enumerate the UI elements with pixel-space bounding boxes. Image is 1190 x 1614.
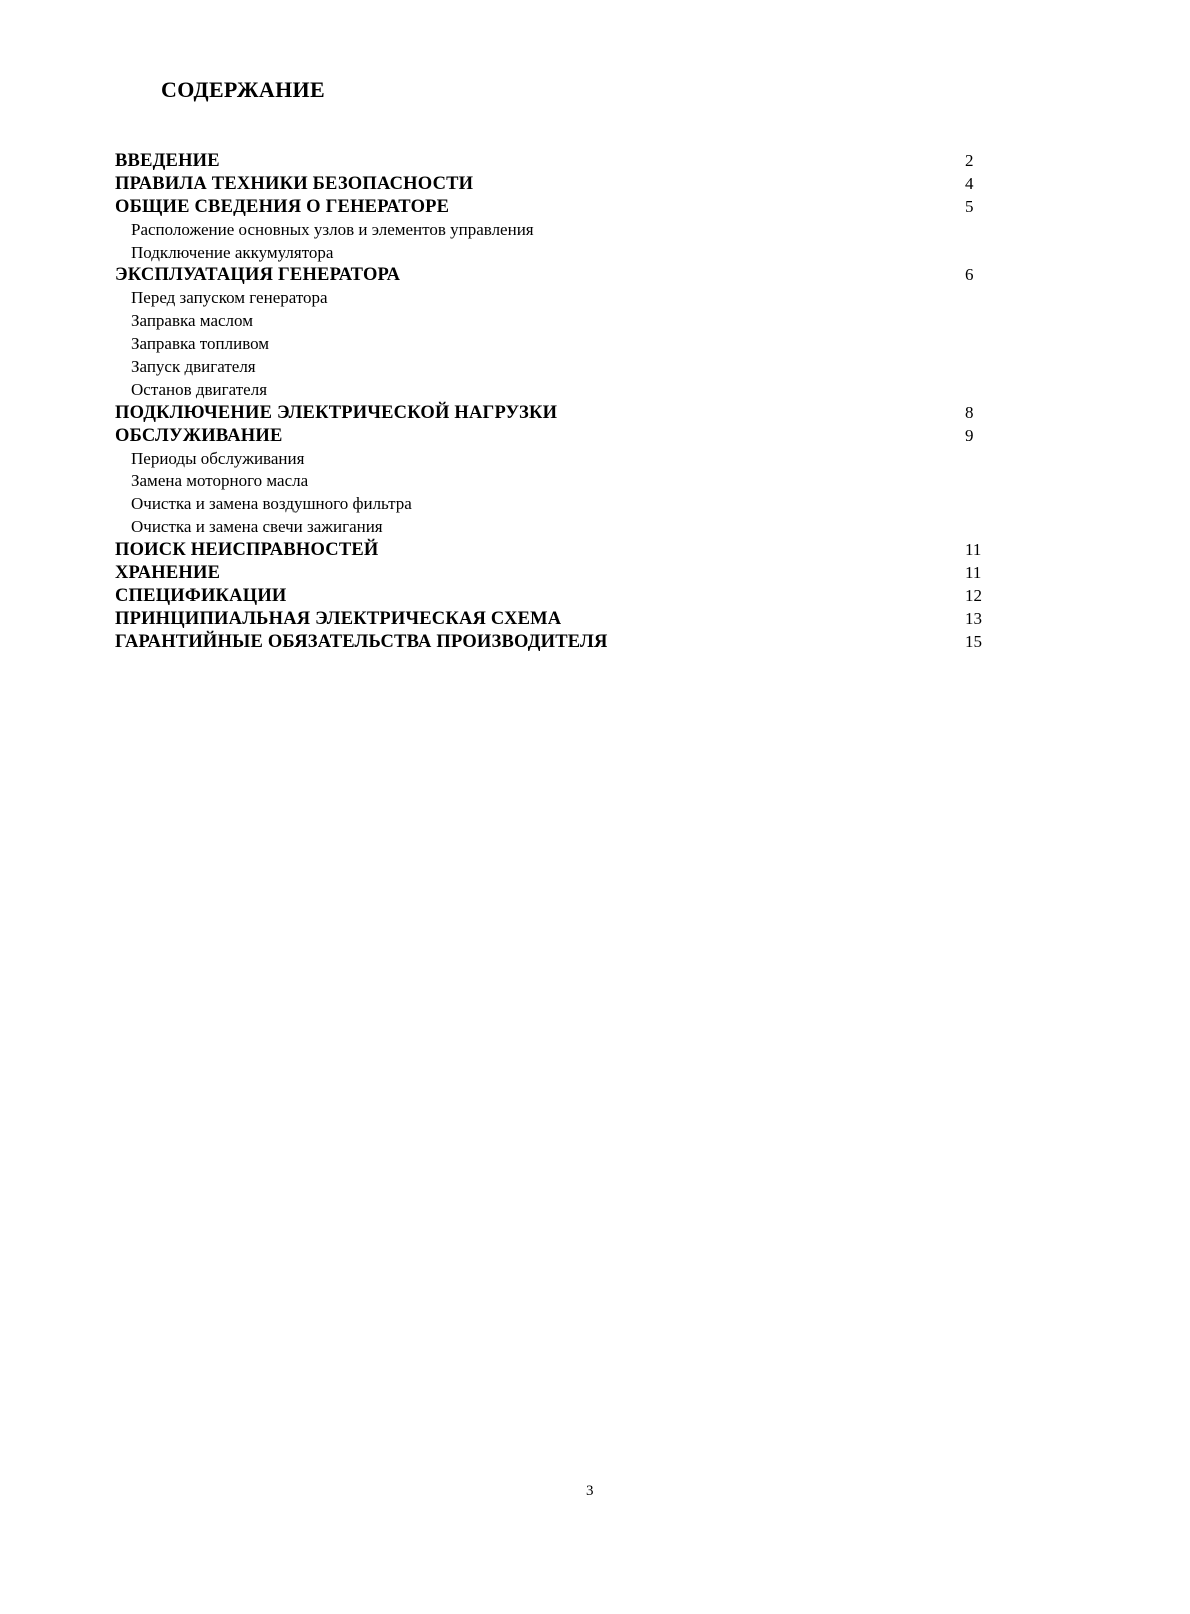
toc-entry-label: ГАРАНТИЙНЫЕ ОБЯЗАТЕЛЬСТВА ПРОИЗВОДИТЕЛЯ	[115, 631, 608, 652]
toc-section-entry	[115, 608, 995, 631]
toc-section-entry	[115, 425, 995, 448]
toc-subsection-entry	[115, 310, 995, 333]
toc-section-entry	[115, 402, 995, 425]
toc-subsection-entry	[115, 356, 995, 379]
toc-section-entry	[115, 562, 995, 585]
toc-entry-label: Периоды обслуживания	[131, 448, 305, 468]
toc-subsection-entry	[115, 219, 995, 242]
toc-section-entry	[115, 264, 995, 287]
toc-entry-label: ПРАВИЛА ТЕХНИКИ БЕЗОПАСНОСТИ	[115, 173, 474, 194]
toc-entry-label: Заправка маслом	[131, 311, 253, 331]
toc-subsection-entry	[115, 516, 995, 539]
toc-section-entry	[115, 585, 995, 608]
toc-subsection-entry	[115, 333, 995, 356]
toc-entry-label: СПЕЦИФИКАЦИИ	[115, 585, 287, 606]
toc-section-entry	[115, 196, 995, 219]
toc-section-entry	[115, 173, 995, 196]
toc-entry-page-number: 2	[965, 151, 974, 170]
toc-entry-page-number: 12	[965, 585, 982, 605]
toc-subsection-entry	[115, 242, 995, 265]
toc-entry-page-number: 11	[965, 563, 982, 583]
toc-entry-page-number: 4	[965, 173, 974, 193]
toc-section-entry	[115, 150, 995, 173]
toc-subsection-entry	[115, 493, 995, 516]
toc-entry-label: ОБСЛУЖИВАНИЕ	[115, 425, 283, 446]
toc-entry-label: ПОДКЛЮЧЕНИЕ ЭЛЕКТРИЧЕСКОЙ НАГРУЗКИ	[115, 402, 558, 423]
toc-entry-label: Расположение основных узлов и элементов управления	[131, 219, 534, 239]
toc-subsection-entry	[115, 379, 995, 402]
page-title: СОДЕРЖАНИЕ	[161, 77, 325, 102]
toc-entry-label: ПРИНЦИПИАЛЬНАЯ ЭЛЕКТРИЧЕСКАЯ СХЕМА	[115, 608, 562, 629]
toc-subsection-entry	[115, 287, 995, 310]
toc-section-entry	[115, 631, 995, 654]
toc-entry-page-number: 13	[965, 608, 982, 628]
toc-entry-label: Заправка топливом	[131, 334, 270, 354]
toc-subsection-entry	[115, 470, 995, 493]
toc-entry-label: ОБЩИЕ СВЕДЕНИЯ О ГЕНЕРАТОРЕ	[115, 196, 450, 217]
toc-entry-page-number: 9	[965, 425, 974, 445]
toc-subsection-entry	[115, 448, 995, 471]
toc-entry-label: Очистка и замена воздушного фильтра	[131, 494, 412, 514]
toc-entry-label: Замена моторного масла	[131, 471, 309, 491]
toc-entry-page-number: 15	[965, 631, 982, 651]
toc-entry-page-number: 11	[965, 540, 982, 560]
page-number: 3	[586, 1483, 594, 1499]
toc-section-entry	[115, 539, 995, 562]
toc-entry-label: ВВЕДЕНИЕ	[115, 151, 220, 171]
toc-entry-label: Запуск двигателя	[131, 357, 256, 377]
toc-entry-label: ХРАНЕНИЕ	[115, 563, 221, 584]
toc-entry-label: Перед запуском генератора	[131, 288, 328, 308]
toc-entry-page-number: 6	[965, 265, 974, 285]
toc-entry-page-number: 8	[965, 402, 974, 422]
toc-entry-label: ЭКСПЛУАТАЦИЯ ГЕНЕРАТОРА	[115, 265, 401, 286]
toc-entry-label: Очистка и замена свечи зажигания	[131, 517, 383, 537]
toc-entry-label: Подключение аккумулятора	[131, 242, 334, 262]
toc-entry-label: Останов двигателя	[131, 379, 268, 399]
toc-entry-label: ПОИСК НЕИСПРАВНОСТЕЙ	[115, 540, 379, 561]
toc-entry-page-number: 5	[965, 196, 974, 216]
table-of-contents	[115, 150, 995, 654]
